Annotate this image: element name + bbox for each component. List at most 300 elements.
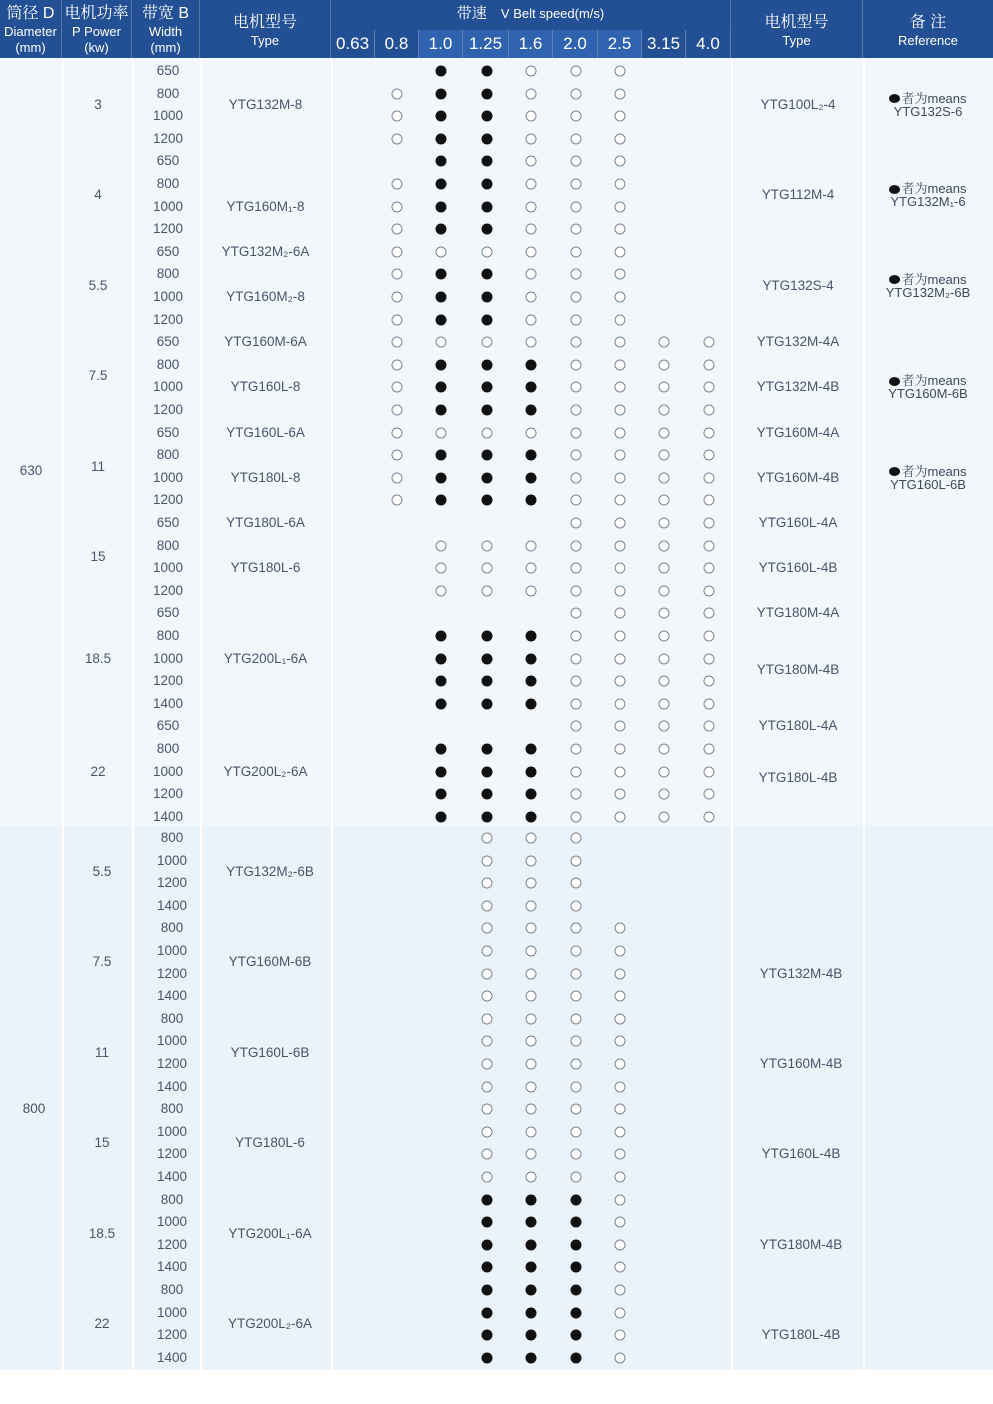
header-width-cn: 带宽 B xyxy=(141,5,190,22)
filled-circle-icon xyxy=(889,275,900,284)
filled-circle-icon xyxy=(482,224,493,235)
motor-type-alt: YTG100L₂-4 xyxy=(760,96,836,112)
open-circle-icon xyxy=(526,923,537,934)
open-circle-icon xyxy=(526,88,537,99)
open-circle-icon xyxy=(392,292,403,303)
belt-width: 1400 xyxy=(156,988,188,1004)
motor-type-alt: YTG180L-4B xyxy=(758,770,838,786)
filled-circle-icon xyxy=(436,495,447,506)
header-power-unit: (kw) xyxy=(84,40,109,55)
open-circle-icon xyxy=(704,405,715,416)
header-width xyxy=(132,0,200,58)
header-type-right xyxy=(731,0,863,58)
filled-circle-icon xyxy=(482,1285,493,1296)
open-circle-icon xyxy=(704,337,715,348)
motor-type: YTG160M₂-8 xyxy=(226,289,305,304)
open-circle-icon xyxy=(392,111,403,122)
filled-circle-icon xyxy=(526,450,537,461)
open-circle-icon xyxy=(571,991,582,1002)
belt-width: 1200 xyxy=(156,1236,188,1252)
open-circle-icon xyxy=(482,923,493,934)
belt-width: 800 xyxy=(156,537,180,553)
open-circle-icon xyxy=(659,721,670,732)
filled-circle-icon xyxy=(482,269,493,280)
open-circle-icon xyxy=(482,991,493,1002)
filled-circle-icon xyxy=(482,450,493,461)
speed-value: 0.8 xyxy=(375,30,419,58)
open-circle-icon xyxy=(482,337,493,348)
motor-type: YTG180L-8 xyxy=(230,469,301,485)
diameter-value: 800 xyxy=(22,1101,46,1117)
filled-circle-icon xyxy=(436,382,447,393)
open-circle-icon xyxy=(615,337,626,348)
open-circle-icon xyxy=(571,1059,582,1070)
open-circle-icon xyxy=(526,878,537,889)
open-circle-icon xyxy=(392,337,403,348)
header-type-right-en: Type xyxy=(782,33,811,48)
open-circle-icon xyxy=(571,653,582,664)
power-value: 18.5 xyxy=(88,1225,116,1241)
filled-circle-icon xyxy=(526,789,537,800)
motor-type: YTG132M-8 xyxy=(228,96,303,112)
filled-circle-icon xyxy=(436,789,447,800)
open-circle-icon xyxy=(615,1217,626,1228)
open-circle-icon xyxy=(392,133,403,144)
open-circle-icon xyxy=(615,472,626,483)
reference-note xyxy=(863,182,993,208)
open-circle-icon xyxy=(526,1172,537,1183)
open-circle-icon xyxy=(482,1126,493,1137)
belt-width: 1000 xyxy=(156,1033,188,1049)
open-circle-icon xyxy=(659,653,670,664)
open-circle-icon xyxy=(615,676,626,687)
open-circle-icon xyxy=(615,653,626,664)
open-circle-icon xyxy=(659,427,670,438)
filled-circle-icon xyxy=(571,1352,582,1363)
open-circle-icon xyxy=(571,314,582,325)
open-circle-icon xyxy=(704,789,715,800)
open-circle-icon xyxy=(615,1013,626,1024)
reference-note-text: 者为means xyxy=(901,181,967,197)
belt-width: 650 xyxy=(156,243,180,259)
filled-circle-icon xyxy=(436,224,447,235)
reference-note-text: 者为means xyxy=(901,90,967,106)
open-circle-icon xyxy=(659,472,670,483)
filled-circle-icon xyxy=(526,1352,537,1363)
open-circle-icon xyxy=(571,698,582,709)
header-diameter-en: Diameter xyxy=(4,24,57,39)
belt-width: 1000 xyxy=(152,108,184,124)
open-circle-icon xyxy=(392,314,403,325)
open-circle-icon xyxy=(526,314,537,325)
open-circle-icon xyxy=(571,450,582,461)
power-value: 3 xyxy=(94,96,102,112)
open-circle-icon xyxy=(526,585,537,596)
open-circle-icon xyxy=(436,585,447,596)
motor-type-alt: YTG160M-4A xyxy=(756,424,840,440)
belt-width: 1400 xyxy=(152,808,184,824)
open-circle-icon xyxy=(615,179,626,190)
motor-type-alt: YTG180L-4A xyxy=(758,718,838,734)
filled-circle-icon xyxy=(436,405,447,416)
filled-circle-icon xyxy=(482,292,493,303)
header-reference-en: Reference xyxy=(898,33,958,48)
filled-circle-icon xyxy=(526,1330,537,1341)
open-circle-icon xyxy=(615,359,626,370)
open-circle-icon xyxy=(392,269,403,280)
speed-value: 1.25 xyxy=(463,30,509,58)
filled-circle-icon xyxy=(571,1307,582,1318)
open-circle-icon xyxy=(482,878,493,889)
open-circle-icon xyxy=(526,1149,537,1160)
belt-width: 1200 xyxy=(152,673,184,689)
belt-width: 1200 xyxy=(152,402,184,417)
motor-type: YTG132M₂-6A xyxy=(221,243,310,259)
motor-type: YTG180L-6 xyxy=(235,1135,305,1151)
open-circle-icon xyxy=(615,744,626,755)
motor-type: YTG180L-6A xyxy=(226,515,305,530)
motor-type: YTG200L₁-6A xyxy=(228,1225,312,1241)
reference-note-type: YTG132M₁-6 xyxy=(890,194,966,210)
filled-circle-icon xyxy=(436,66,447,77)
open-circle-icon xyxy=(615,631,626,642)
filled-circle-icon xyxy=(482,382,493,393)
open-circle-icon xyxy=(571,585,582,596)
belt-width: 1000 xyxy=(152,560,184,576)
filled-circle-icon xyxy=(526,653,537,664)
belt-width: 1400 xyxy=(156,1078,188,1094)
filled-circle-icon xyxy=(436,631,447,642)
filled-circle-icon xyxy=(571,1285,582,1296)
header-diameter-cn: 筒径 D xyxy=(6,5,55,22)
header-power xyxy=(62,0,132,58)
open-circle-icon xyxy=(571,382,582,393)
motor-type: YTG160L-6A xyxy=(226,424,305,440)
open-circle-icon xyxy=(659,382,670,393)
motor-type-alt: YTG132M-4B xyxy=(756,379,840,395)
filled-circle-icon xyxy=(436,698,447,709)
open-circle-icon xyxy=(615,1330,626,1341)
filled-circle-icon xyxy=(436,111,447,122)
belt-width: 800 xyxy=(156,741,180,756)
power-value: 18.5 xyxy=(84,650,112,666)
open-circle-icon xyxy=(571,923,582,934)
power-value: 22 xyxy=(94,1315,110,1331)
belt-width: 1200 xyxy=(152,492,184,508)
open-circle-icon xyxy=(704,721,715,732)
open-circle-icon xyxy=(615,201,626,212)
header-power-cn: 电机功率 xyxy=(64,5,129,22)
open-circle-icon xyxy=(571,179,582,190)
open-circle-icon xyxy=(571,1149,582,1160)
motor-type: YTG160M-6A xyxy=(224,334,307,350)
belt-width: 650 xyxy=(156,63,180,78)
open-circle-icon xyxy=(704,472,715,483)
filled-circle-icon xyxy=(526,1194,537,1205)
filled-circle-icon xyxy=(482,405,493,416)
open-circle-icon xyxy=(526,991,537,1002)
filled-circle-icon xyxy=(889,467,900,476)
open-circle-icon xyxy=(571,405,582,416)
filled-circle-icon xyxy=(526,1262,537,1273)
open-circle-icon xyxy=(704,653,715,664)
open-circle-icon xyxy=(615,585,626,596)
power-value: 15 xyxy=(90,548,106,564)
belt-width: 1000 xyxy=(152,379,184,395)
open-circle-icon xyxy=(615,766,626,777)
open-circle-icon xyxy=(659,698,670,709)
filled-circle-icon xyxy=(482,359,493,370)
belt-width: 800 xyxy=(156,85,180,101)
filled-circle-icon xyxy=(526,1307,537,1318)
open-circle-icon xyxy=(615,721,626,732)
open-circle-icon xyxy=(571,968,582,979)
open-circle-icon xyxy=(526,337,537,348)
belt-width: 650 xyxy=(156,424,180,440)
open-circle-icon xyxy=(659,744,670,755)
filled-circle-icon xyxy=(526,382,537,393)
open-circle-icon xyxy=(436,427,447,438)
open-circle-icon xyxy=(571,721,582,732)
open-circle-icon xyxy=(615,246,626,257)
open-circle-icon xyxy=(571,811,582,822)
open-circle-icon xyxy=(392,427,403,438)
filled-circle-icon xyxy=(482,653,493,664)
belt-width: 1200 xyxy=(152,582,184,598)
filled-circle-icon xyxy=(889,94,900,103)
filled-circle-icon xyxy=(436,201,447,212)
filled-circle-icon xyxy=(436,653,447,664)
open-circle-icon xyxy=(482,1081,493,1092)
open-circle-icon xyxy=(482,427,493,438)
open-circle-icon xyxy=(615,608,626,619)
open-circle-icon xyxy=(659,766,670,777)
open-circle-icon xyxy=(482,833,493,844)
filled-circle-icon xyxy=(526,405,537,416)
power-value: 4 xyxy=(94,187,102,203)
filled-circle-icon xyxy=(436,744,447,755)
filled-circle-icon xyxy=(436,314,447,325)
filled-circle-icon xyxy=(482,1352,493,1363)
filled-circle-icon xyxy=(436,359,447,370)
motor-type-alt: YTG180M-4A xyxy=(756,605,840,621)
open-circle-icon xyxy=(704,811,715,822)
filled-circle-icon xyxy=(571,1262,582,1273)
open-circle-icon xyxy=(482,540,493,551)
open-circle-icon xyxy=(571,833,582,844)
filled-circle-icon xyxy=(436,133,447,144)
filled-circle-icon xyxy=(482,1330,493,1341)
filled-circle-icon xyxy=(526,1285,537,1296)
open-circle-icon xyxy=(571,156,582,167)
open-circle-icon xyxy=(615,811,626,822)
open-circle-icon xyxy=(392,472,403,483)
open-circle-icon xyxy=(615,1036,626,1047)
open-circle-icon xyxy=(615,518,626,529)
motor-type-alt: YTG132M-4B xyxy=(759,965,843,981)
open-circle-icon xyxy=(615,698,626,709)
open-circle-icon xyxy=(659,676,670,687)
filled-circle-icon xyxy=(526,744,537,755)
open-circle-icon xyxy=(392,201,403,212)
column-divider xyxy=(331,58,333,1376)
belt-width: 1000 xyxy=(156,852,188,868)
open-circle-icon xyxy=(526,968,537,979)
open-circle-icon xyxy=(615,156,626,167)
motor-type: YTG200L₂-6A xyxy=(227,1315,313,1331)
open-circle-icon xyxy=(436,337,447,348)
open-circle-icon xyxy=(526,1104,537,1115)
open-circle-icon xyxy=(659,608,670,619)
belt-width: 1000 xyxy=(156,943,188,958)
motor-type-alt: YTG160L-4B xyxy=(761,1146,841,1162)
motor-type-alt: YTG160L-4A xyxy=(758,515,838,530)
open-circle-icon xyxy=(659,518,670,529)
open-circle-icon xyxy=(526,179,537,190)
filled-circle-icon xyxy=(889,377,900,386)
open-circle-icon xyxy=(571,359,582,370)
open-circle-icon xyxy=(571,540,582,551)
header-width-unit: (mm) xyxy=(150,40,181,55)
filled-circle-icon xyxy=(482,314,493,325)
filled-circle-icon xyxy=(526,1239,537,1250)
open-circle-icon xyxy=(571,563,582,574)
filled-circle-icon xyxy=(436,269,447,280)
header-reference xyxy=(863,0,993,58)
open-circle-icon xyxy=(436,540,447,551)
open-circle-icon xyxy=(615,946,626,957)
belt-width: 800 xyxy=(156,176,180,191)
open-circle-icon xyxy=(571,111,582,122)
open-circle-icon xyxy=(392,246,403,257)
motor-type-alt: YTG160L-4B xyxy=(758,560,838,576)
open-circle-icon xyxy=(392,359,403,370)
open-circle-icon xyxy=(615,111,626,122)
open-circle-icon xyxy=(571,246,582,257)
filled-circle-icon xyxy=(436,766,447,777)
open-circle-icon xyxy=(571,1172,582,1183)
open-circle-icon xyxy=(615,1285,626,1296)
open-circle-icon xyxy=(571,292,582,303)
belt-width: 1200 xyxy=(156,1327,188,1343)
filled-circle-icon xyxy=(482,88,493,99)
open-circle-icon xyxy=(704,450,715,461)
open-circle-icon xyxy=(615,540,626,551)
filled-circle-icon xyxy=(526,472,537,483)
reference-note-text: 者为means xyxy=(901,271,967,287)
header-diameter-unit: (mm) xyxy=(15,40,46,55)
belt-width: 1400 xyxy=(156,1169,188,1184)
open-circle-icon xyxy=(615,923,626,934)
open-circle-icon xyxy=(571,518,582,529)
belt-width: 800 xyxy=(156,356,180,372)
open-circle-icon xyxy=(659,563,670,574)
belt-width: 1200 xyxy=(156,965,188,981)
belt-width: 1400 xyxy=(152,695,184,711)
open-circle-icon xyxy=(526,1036,537,1047)
open-circle-icon xyxy=(615,1172,626,1183)
open-circle-icon xyxy=(615,292,626,303)
open-circle-icon xyxy=(392,382,403,393)
open-circle-icon xyxy=(526,201,537,212)
belt-width: 1000 xyxy=(152,763,184,779)
header-type-left-en: Type xyxy=(250,33,280,48)
open-circle-icon xyxy=(704,427,715,438)
filled-circle-icon xyxy=(436,179,447,190)
open-circle-icon xyxy=(571,337,582,348)
motor-type-alt: YTG160M-4B xyxy=(756,469,840,485)
open-circle-icon xyxy=(482,1149,493,1160)
filled-circle-icon xyxy=(482,1217,493,1228)
open-circle-icon xyxy=(571,269,582,280)
belt-width: 1000 xyxy=(156,1304,188,1320)
open-circle-icon xyxy=(392,450,403,461)
belt-width: 1200 xyxy=(152,786,184,802)
open-circle-icon xyxy=(571,878,582,889)
open-circle-icon xyxy=(659,540,670,551)
open-circle-icon xyxy=(704,359,715,370)
filled-circle-icon xyxy=(482,631,493,642)
open-circle-icon xyxy=(704,585,715,596)
open-circle-icon xyxy=(615,133,626,144)
header-type-left xyxy=(200,0,331,58)
speed-value: 1.6 xyxy=(509,30,553,58)
open-circle-icon xyxy=(615,495,626,506)
open-circle-icon xyxy=(482,946,493,957)
power-value: 5.5 xyxy=(88,277,108,293)
open-circle-icon xyxy=(615,1149,626,1160)
open-circle-icon xyxy=(615,1104,626,1115)
filled-circle-icon xyxy=(482,1307,493,1318)
header-speed-en: V Belt speed(m/s) xyxy=(500,6,605,21)
open-circle-icon xyxy=(704,608,715,619)
filled-circle-icon xyxy=(526,676,537,687)
open-circle-icon xyxy=(615,968,626,979)
motor-type-alt: YTG160M-4B xyxy=(759,1056,843,1071)
open-circle-icon xyxy=(571,631,582,642)
power-value: 7.5 xyxy=(92,954,112,970)
open-circle-icon xyxy=(526,111,537,122)
open-circle-icon xyxy=(571,900,582,911)
open-circle-icon xyxy=(526,1126,537,1137)
open-circle-icon xyxy=(571,1104,582,1115)
open-circle-icon xyxy=(526,156,537,167)
open-circle-icon xyxy=(615,1352,626,1363)
open-circle-icon xyxy=(615,405,626,416)
belt-width: 800 xyxy=(160,1282,184,1297)
motor-type: YTG200L₂-6A xyxy=(223,763,308,779)
belt-width: 1200 xyxy=(152,311,184,327)
open-circle-icon xyxy=(704,382,715,393)
belt-width: 1000 xyxy=(156,1123,188,1139)
filled-circle-icon xyxy=(482,676,493,687)
open-circle-icon xyxy=(659,789,670,800)
open-circle-icon xyxy=(482,1059,493,1070)
diameter-value: 630 xyxy=(19,463,43,479)
filled-circle-icon xyxy=(482,66,493,77)
open-circle-icon xyxy=(571,855,582,866)
open-circle-icon xyxy=(615,88,626,99)
open-circle-icon xyxy=(482,585,493,596)
open-circle-icon xyxy=(571,1126,582,1137)
open-circle-icon xyxy=(526,133,537,144)
header-power-en: P Power xyxy=(72,24,121,39)
speed-value: 1.0 xyxy=(419,30,463,58)
open-circle-icon xyxy=(392,224,403,235)
belt-width: 1200 xyxy=(152,221,184,237)
belt-width: 800 xyxy=(156,628,180,643)
belt-width: 650 xyxy=(156,515,180,530)
